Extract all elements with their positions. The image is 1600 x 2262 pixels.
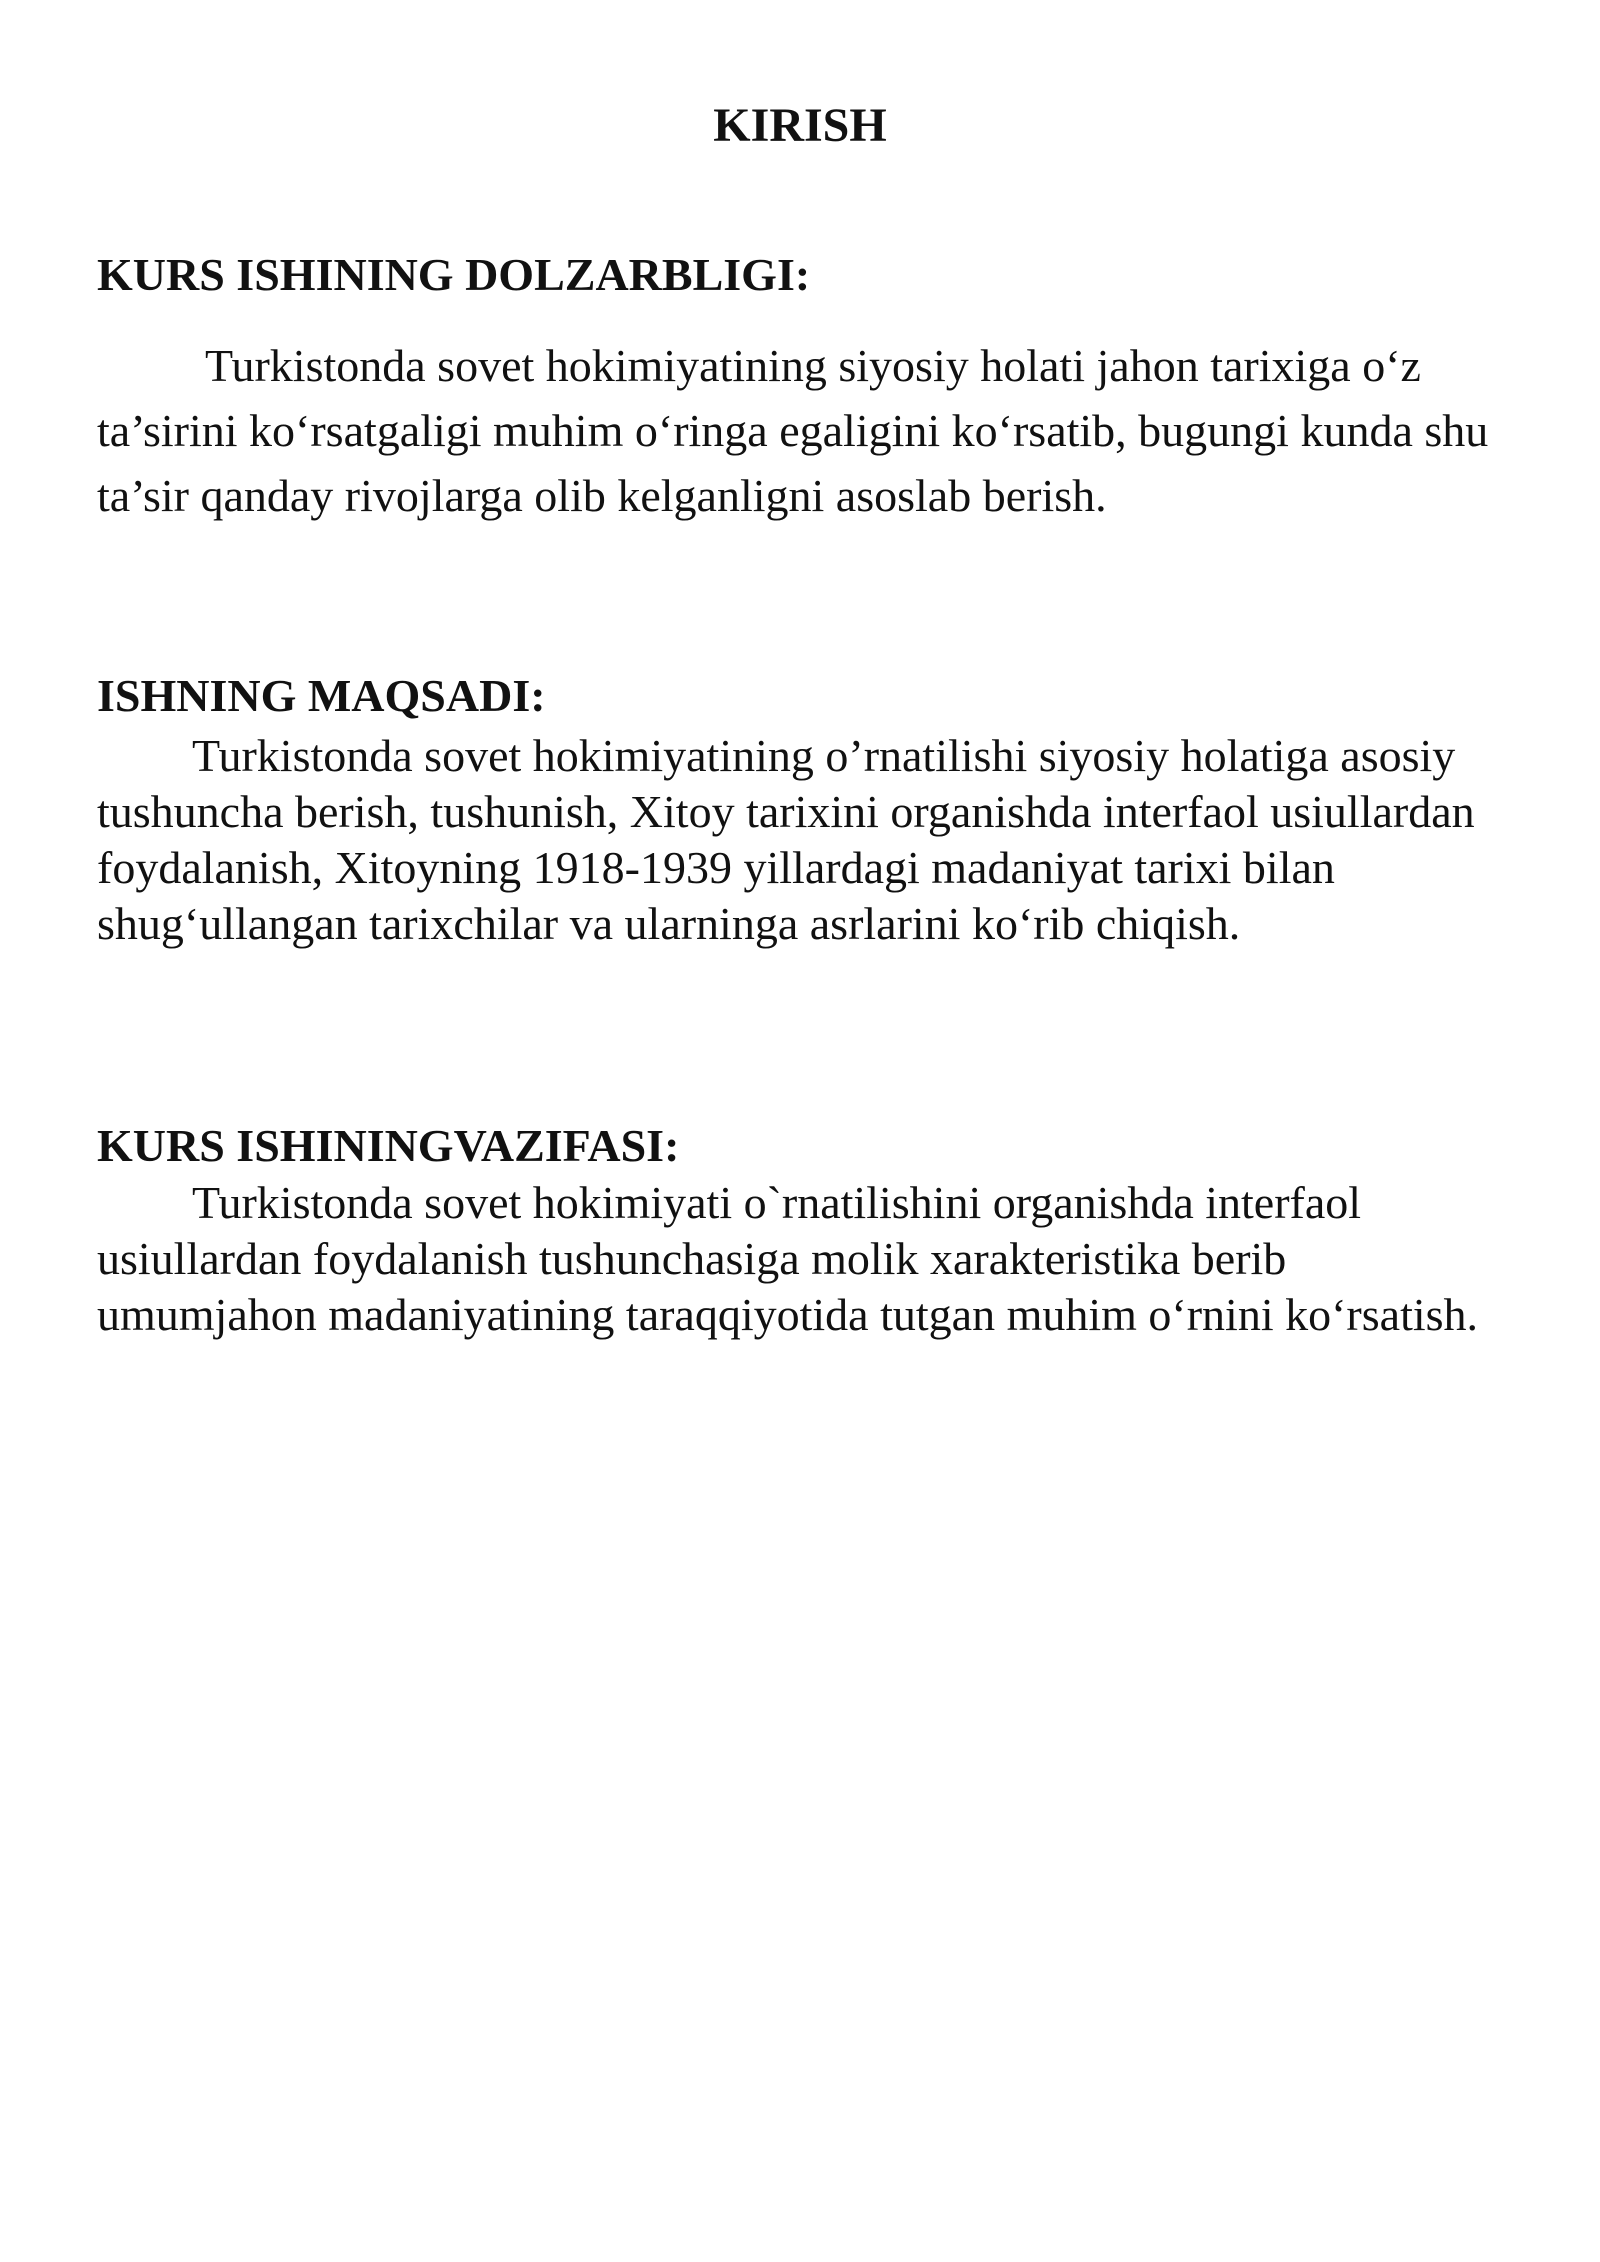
section-heading-goal: ISHNING MAQSADI: (97, 670, 546, 721)
section-body-goal: Turkistonda sovet hokimiyatining o’rnatilishi siyosiy holatiga asosiy tushuncha berish, tushunish, Xitoy tarixini organishda interfaol usiullardan foydalanish, Xitoyning 1918-1939 yillardagi madaniyat tarixi bilan shug‘ullangan tarixchilar va ularninga asrlarini ko‘rib chiqish. (97, 730, 1475, 949)
page-title: KIRISH (713, 99, 887, 152)
section-body-relevance: Turkistonda sovet hokimiyatining siyosiy holati jahon tarixiga o‘z ta’sirini ko‘rsatgaligi muhim o‘ringa egaligini ko‘rsatib, bugungi kunda shu ta’sir qanday rivojlarga olib kelganligni asoslab berish. (97, 340, 1489, 521)
section-heading-relevance: KURS ISHINING DOLZARBLIGI: (97, 249, 811, 300)
section-heading-tasks: KURS ISHININGVAZIFASI: (97, 1120, 680, 1171)
section-body-tasks: Turkistonda sovet hokimiyati o`rnatilishini organishda interfaol usiullardan foydalanish tushunchasiga molik xarakteristika berib umumjahon madaniyatining taraqqiyotida tutgan muhim o‘rnini ko‘rsatish. (97, 1177, 1479, 1340)
